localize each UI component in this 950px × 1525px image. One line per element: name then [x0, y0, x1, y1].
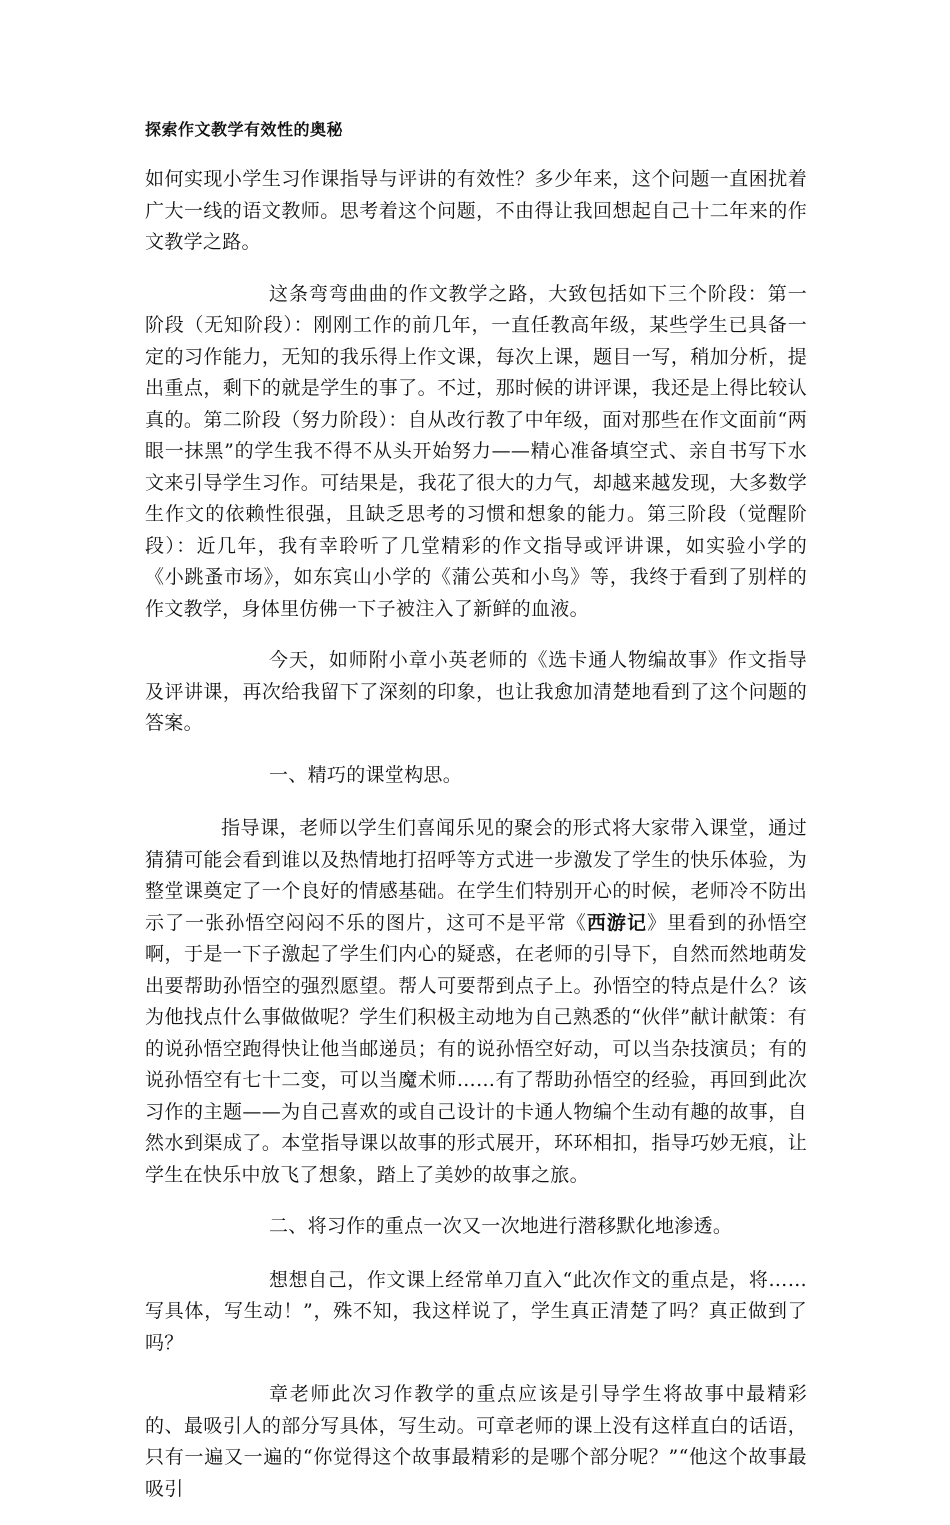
- paragraph-today: 今天，如师附小章小英老师的《选卡通人物编故事》作文指导及评讲课，再次给我留下了深刻的印象，也让我愈加清楚地看到了这个问题的答案。: [145, 649, 807, 734]
- document-title: 探索作文教学有效性的奥秘: [145, 120, 344, 139]
- paragraph-text: 》里看到的孙悟空啊，于是一下子激起了学生们内心的疑惑，在老师的引导下，自然而然地萌发出要帮助孙悟空的强烈愿望。帮人可要帮到点子上。孙悟空的特点是什么？该为他找点什么事做做呢？学生们积极主动地为自己熟悉的“伙伴”献计献策：有的说孙悟空跑得快让他当邮递员；有的说孙悟空好动，可以当杂技演员；有的说孙悟空有七十二变，可以当魔术师……有了帮助孙悟空的经验，再回到此次习作的主题——为自己喜欢的或自己设计的卡通人物编个生动有趣的故事，自然水到渠成了。本堂指导课以故事的形式展开，环环相扣，指导巧妙无痕，让学生在快乐中放飞了想象，踏上了美妙的故事之旅。: [145, 911, 807, 1186]
- document-page: [145, 118, 807, 1525]
- section-heading-1: 一、精巧的课堂构思。: [269, 763, 463, 786]
- paragraph-reflection: 想想自己，作文课上经常单刀直入“此次作文的重点是，将……写具体，写生动！”，殊不知，我这样说了，学生真正清楚了吗？真正做到了吗？: [145, 1268, 807, 1354]
- paragraph-text: 指导课，老师以学生们喜闻乐见的聚会的形式将大家带入课堂，通过猜猜可能会看到谁以及热情地打招呼等方式进一步激发了学生的快乐体验，为整堂课奠定了一个良好的情感基础。在学生们特别开心的时候，老师冷不防出示了一张孙悟空闷闷不乐的图片，这可不是平常《: [145, 817, 807, 934]
- section-heading-2: 二、将习作的重点一次又一次地进行潜移默化地渗透。: [269, 1215, 733, 1237]
- book-title-bold: 西游记: [586, 911, 648, 934]
- paragraph-teacher-focus: 章老师此次习作教学的重点应该是引导学生将故事中最精彩的、最吸引人的部分写具体，写生动。可章老师的课上没有这样直白的话语，只有一遍又一遍的“你觉得这个故事最精彩的是哪个部分呢？”“他这个故事最吸引: [145, 1383, 807, 1500]
- paragraph-intro: 如何实现小学生习作课指导与评讲的有效性？多少年来，这个问题一直困扰着广大一线的语文教师。思考着这个问题，不由得让我回想起自己十二年来的作文教学之路。: [145, 168, 807, 253]
- paragraph-guidance-class: [145, 813, 807, 1191]
- paragraph-three-stages: 这条弯弯曲曲的作文教学之路，大致包括如下三个阶段：第一阶段（无知阶段）：刚刚工作的前几年，一直任教高年级，某些学生已具备一定的习作能力，无知的我乐得上作文课，每次上课，题目一写，稍加分析，提出重点，剩下的就是学生的事了。不过，那时候的讲评课，我还是上得比较认真的。第二阶段（努力阶段）：自从改行教了中年级，面对那些在作文面前“两眼一抹黑”的学生我不得不从头开始努力——精心准备填空式、亲自书写下水文来引导学生习作。可结果是，我花了很大的力气，却越来越发现，大多数学生作文的依赖性很强，且缺乏思考的习惯和想象的能力。第三阶段（觉醒阶段）：近几年，我有幸聆听了几堂精彩的作文指导或评讲课，如实验小学的《小跳蚤市场》，如东宾山小学的《蒲公英和小鸟》等，我终于看到了别样的作文教学，身体里仿佛一下子被注入了新鲜的血液。: [145, 282, 807, 620]
